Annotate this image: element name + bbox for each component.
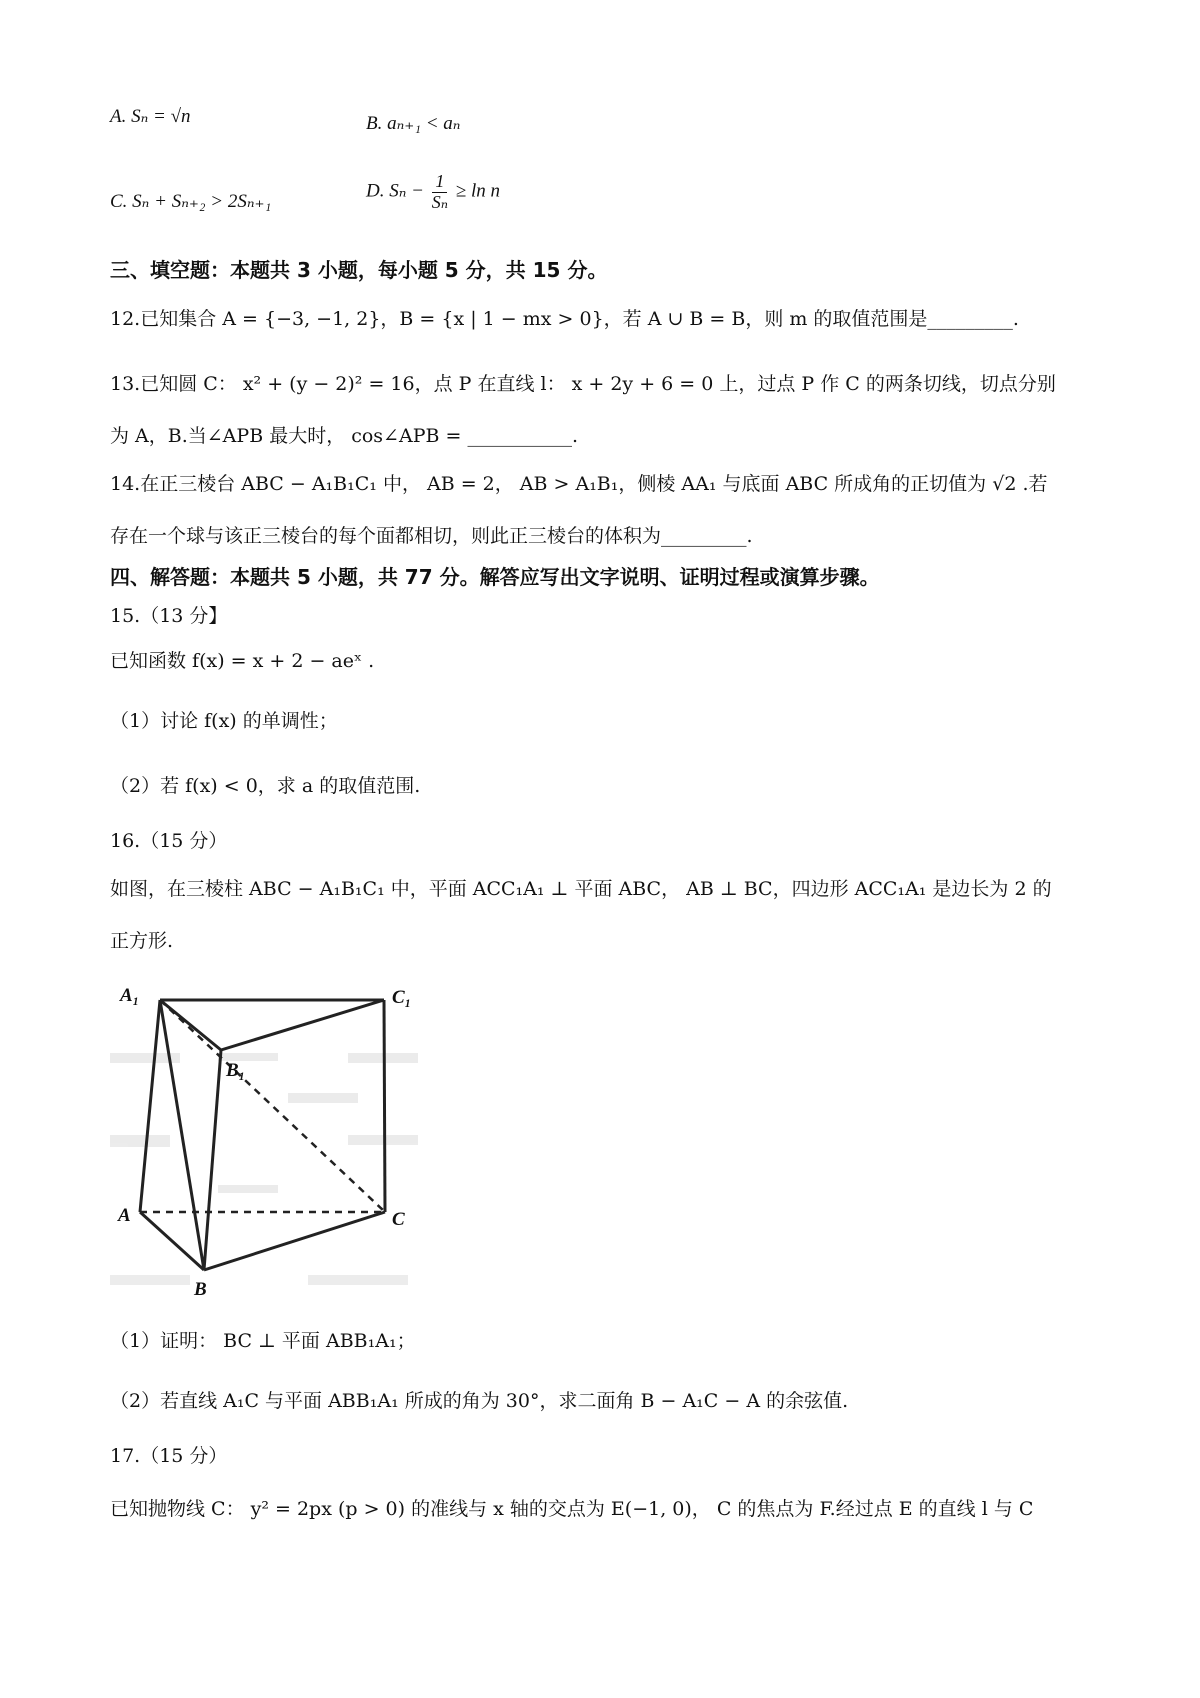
q14-line2: 存在一个球与该正三棱台的每个面都相切，则此正三棱台的体积为_________. <box>110 525 753 547</box>
label-b: B <box>194 1279 207 1300</box>
q16-part1: （1）证明： BC ⊥ 平面 ABB₁A₁； <box>110 1330 416 1352</box>
q15-stem: 已知函数 f(x) = x + 2 − aeˣ . <box>110 650 375 672</box>
label-a: A <box>118 1205 131 1226</box>
option-d-prefix: D. Sₙ − <box>366 180 424 202</box>
section3-title: 三、填空题：本题共 3 小题，每小题 5 分，共 15 分。 <box>110 258 608 282</box>
option-b: B. aₙ₊₁ < aₙ <box>366 113 461 134</box>
q16-stem-line1: 如图，在三棱柱 ABC − A₁B₁C₁ 中，平面 ACC₁A₁ ⊥ 平面 ABC， AB ⊥ BC，四边形 ACC₁A₁ 是边长为 2 的 <box>110 878 1052 900</box>
label-c: C <box>392 1209 405 1230</box>
option-d <box>366 172 500 213</box>
label-b1: B₁ <box>226 1060 246 1081</box>
q17-stem-line1: 已知抛物线 C： y² = 2px (p > 0) 的准线与 x 轴的交点为 E(−1, 0)， C 的焦点为 F.经过点 E 的直线 l 与 C <box>110 1498 1034 1520</box>
q15-part1: （1）讨论 f(x) 的单调性； <box>110 710 338 732</box>
q14-line1: 14.在正三棱台 ABC − A₁B₁C₁ 中， AB = 2， AB > A₁B₁，侧棱 AA₁ 与底面 ABC 所成角的正切值为 √2 .若 <box>110 473 1048 495</box>
option-d-suffix: ≥ ln n <box>455 180 501 202</box>
option-c: C. Sₙ + Sₙ₊₂ > 2Sₙ₊₁ <box>110 191 272 212</box>
q13-line1: 13.已知圆 C： x² + (y − 2)² = 16，点 P 在直线 l： x + 2y + 6 = 0 上，过点 P 作 C 的两条切线，切点分别 <box>110 373 1056 395</box>
q16-stem-line2: 正方形. <box>110 930 174 952</box>
section4-title: 四、解答题：本题共 5 小题，共 77 分。解答应写出文字说明、证明过程或演算步骤。 <box>110 565 880 589</box>
q17-header: 17.（15 分） <box>110 1445 228 1467</box>
option-d-denominator: Sₙ <box>431 191 449 212</box>
prism-figure <box>108 975 428 1310</box>
option-d-fraction <box>429 172 451 213</box>
option-d-numerator: 1 <box>432 172 447 193</box>
q15-header: 15.（13 分】 <box>110 605 228 627</box>
label-c1: C₁ <box>392 987 412 1008</box>
q13-line2: 为 A，B.当∠APB 最大时， cos∠APB = ___________. <box>110 425 578 447</box>
q15-part2: （2）若 f(x) < 0，求 a 的取值范围. <box>110 775 421 797</box>
q16-header: 16.（15 分） <box>110 830 228 852</box>
q12-text: 12.已知集合 A = {−3, −1, 2}，B = {x | 1 − mx > 0}，若 A ∪ B = B，则 m 的取值范围是_________. <box>110 308 1019 330</box>
option-a: A. Sₙ = √n <box>110 106 191 127</box>
label-a1: A₁ <box>120 985 140 1006</box>
q16-part2: （2）若直线 A₁C 与平面 ABB₁A₁ 所成的角为 30°，求二面角 B − A₁C − A 的余弦值. <box>110 1390 849 1412</box>
